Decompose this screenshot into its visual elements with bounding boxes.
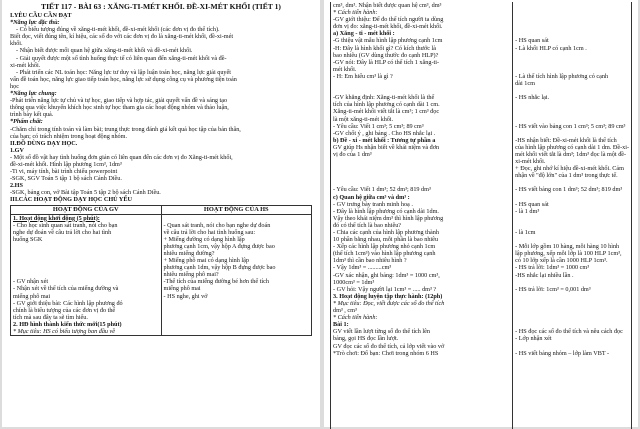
student-activity-line: - Lớp nhận xét xyxy=(515,335,552,343)
header-student-activities: HOẠT ĐỘNG CỦA HS xyxy=(161,206,312,214)
student-activity-line: - HS trả lời: 1dm³ = 1000 cm³ xyxy=(515,264,590,272)
teacher-activity-line xyxy=(333,80,510,87)
teacher-activities-column-continued xyxy=(331,2,513,429)
teacher-activity-line: bao nhiêu (GV dùng thước đo cạnh HLP)? xyxy=(333,51,439,59)
teacher-activity-line: - Xếp các hình lập phương nhỏ cạnh 1cm xyxy=(333,243,436,251)
teacher-activity-line: tích của hình lập phương có cạnh dài 1 cm. xyxy=(333,101,440,109)
student-activity-line: -Thể tích của miếng đường bé hơn thể tích xyxy=(163,278,269,286)
text-line: -Phát triển năng lực tự chủ và tự học, giao tiếp và hợp tác, giải quyết vấn đề và sáng tạo xyxy=(10,97,228,105)
teacher-activity-line: đó có thể tích là bao nhiêu? xyxy=(333,221,402,229)
student-activity-line: nhiêu miếng đường? xyxy=(163,250,215,257)
teacher-activity-line: cm³, dm³. Nhận biết được quan hệ cm³, dm³ xyxy=(333,2,442,9)
student-activity-line: + Miếng đường có dạng hình lập xyxy=(163,235,245,243)
teacher-activity-line: Xăng-ti-mét khối viết tắt là cm³; 1 cm³ đọc xyxy=(333,108,440,116)
teacher-activity-line: -GV khẳng định: Xăng-ti-mét khối là thể xyxy=(333,94,435,102)
student-activities-column xyxy=(161,215,312,336)
text-line: *Phẩm chất: xyxy=(10,118,43,126)
student-activity-line: - Là khối HLP có cạnh 1cm . xyxy=(515,44,587,52)
student-activity-line xyxy=(515,2,629,9)
teacher-activity-line: tích mà sau đây ta sẽ tìm hiểu. xyxy=(13,313,88,321)
student-activity-line: - HS nhắc lại. xyxy=(515,94,550,102)
activity-table xyxy=(10,215,312,337)
student-activity-line: + Đọc, ghi nhớ kí hiệu đề-xi-mét khối. Cảm xyxy=(515,165,624,173)
teacher-activity-line: -G thiệu vật mẫu hình lập phương cạnh 1cm xyxy=(333,37,443,45)
text-line: Biết đọc, viết đúng tên, kí hiệu, các số đo với các đơn vị đo là xăng-ti-mét khối, đề-xi-mét xyxy=(10,33,234,41)
teacher-activity-line: huống SGK xyxy=(13,235,43,243)
student-activity-line: - HS đọc các số đo thể tích và nêu cách đọc xyxy=(515,328,623,336)
text-line: thông qua việc khuyến khích học sinh tự học tham gia các hoạt động nhóm và thảo luận, xyxy=(10,104,229,112)
teacher-activity-line: Vậy theo khái niệm dm³ thì hình lập phương xyxy=(333,214,444,222)
teacher-activity-line: vị đo của 1 dm³ xyxy=(333,150,372,158)
teacher-activity-line: c) Quan hệ giữa cm³ và dm³ : xyxy=(333,193,410,201)
student-activity-line xyxy=(515,101,629,108)
lesson-title: TIẾT 117 - BÀI 63 : XĂNG-TI-MÉT KHỐI. ĐỀ-XI-MÉT KHỐI (TIẾT 1) xyxy=(41,2,281,11)
teacher-activity-line: 2. HĐ hình thành kiến thức mới(15 phút) xyxy=(13,320,122,328)
student-activity-line: - HS viết bảng con 1 dm³; 52 dm³; 819 dm³ xyxy=(515,186,623,194)
lesson-objectives xyxy=(10,12,312,204)
text-line: I.YÊU CẦU CẦN ĐẠT xyxy=(10,12,72,19)
student-activity-line: - HS trả lời: 1cm³ = 0,001 dm³ xyxy=(515,285,591,293)
student-activity-line xyxy=(164,215,310,222)
teacher-activity-line: -H: Đây là hình khối gì? Có kích thước là xyxy=(333,44,437,52)
header-teacher-activities: HOẠT ĐỘNG CỦA GV xyxy=(52,205,119,213)
activity-table-header xyxy=(10,205,312,215)
teacher-activity-line: đơn vị đo: xăng-ti-mét khối, đề-xi-mét khối. xyxy=(333,23,443,31)
student-activity-line xyxy=(515,314,629,321)
text-line: -Ti vi, máy tính, bài trình chiếu powerpoint xyxy=(10,168,118,176)
text-line: vấn đề toán học, năng lực giao tiếp toán học, năng lực sử dụng công cụ và phương tiện toán xyxy=(10,75,237,83)
student-activity-line: - HS quan sát xyxy=(515,37,549,45)
teacher-activity-line xyxy=(333,165,510,172)
student-activity-line: lập phương, xếp mỗi lớp là 100 HLP 1cm³, xyxy=(515,250,622,258)
text-line: xi-mét khối. xyxy=(10,61,41,69)
student-activity-line: - Mỗi lớp gồm 10 hàng, mỗi hàng 10 hình xyxy=(515,243,620,251)
teacher-activity-line xyxy=(13,271,159,278)
teacher-activity-line: - Yêu cầu: Viết 1 cm³; 5 cm³; 89 cm³ xyxy=(333,122,424,130)
teacher-activity-line: dm³ , cm³ xyxy=(333,307,357,315)
student-activity-line: xi-mét khối. xyxy=(515,158,546,166)
student-activity-line: miếng phô mai xyxy=(163,285,201,293)
teacher-activity-line: 3. Hoạt động luyện tập thực hành: (12ph) xyxy=(333,292,443,300)
student-activity-line: -HS nhắc lại nhiều lần . xyxy=(515,271,574,279)
student-activity-line xyxy=(515,66,629,73)
text-line: *Năng lực đặc thù: xyxy=(10,19,60,27)
teacher-activity-line xyxy=(333,172,510,179)
student-activity-line xyxy=(515,130,629,137)
student-activity-line: mét khối viết tắt là dm³; 1dm³ đọc là một đề- xyxy=(515,150,627,158)
teacher-activity-line xyxy=(13,264,159,271)
teacher-activity-line: * Mục tiêu: HS có biểu tượng ban đầu về xyxy=(13,328,116,336)
teacher-activity-line xyxy=(333,179,510,186)
text-line: học xyxy=(10,82,19,90)
student-activity-line: dài 1cm xyxy=(515,80,535,88)
document-page-left xyxy=(2,0,320,427)
student-activity-line: nhận về "độ lớn" của 1 dm³ trong thực tế. xyxy=(515,172,618,180)
teacher-activity-line: - Vậy 1dm³ = .........cm³ xyxy=(333,264,392,272)
student-activity-line xyxy=(515,194,629,201)
teacher-activity-line: chính là biểu tượng của các đơn vị đo thể xyxy=(13,306,116,314)
teacher-activity-line: miếng phô mai xyxy=(13,292,51,300)
text-line: - Một số đồ vật hay tình huống đơn giản có liên quan đến các đơn vị đo Xăng-ti-mét khối, xyxy=(10,153,233,161)
text-line: -SGK, bảng con, vở Bài tập Toán 5 tập 2 bộ sách Cánh Diều. xyxy=(10,189,161,197)
student-activity-line: phương cạnh 1cm, vậy hộp A đựng được bao xyxy=(163,242,275,250)
teacher-activity-line: - Cho học sinh quan sát tranh, nói cho bạn xyxy=(13,221,118,229)
student-activity-line xyxy=(515,9,629,16)
teacher-activity-line: -GV nói: Đây là HLP có thể tích 1 xăng-ti- xyxy=(333,58,440,66)
teacher-activity-line: 10 phần bằng nhau, mỗi phần là bao nhiêu xyxy=(333,236,438,244)
teacher-activity-line: - Đây là hình lập phương có cạnh dài 1dm. xyxy=(333,207,439,215)
student-activity-line xyxy=(515,87,629,94)
text-line: II.ĐỒ DÙNG DẠY HỌC. xyxy=(10,139,78,147)
student-activity-line: - Quan sát tranh, nói cho bạn nghe dự đoán xyxy=(163,221,271,229)
student-activity-line: - Là thể tích hình lập phương có cạnh xyxy=(515,72,609,80)
student-activity-line xyxy=(515,52,629,59)
teacher-activity-line: 1. Hoạt động khởi động (5 phút): xyxy=(13,214,100,222)
student-activity-line xyxy=(515,307,629,314)
teacher-activity-line: - Nhận xét về thể tích của miếng đường và xyxy=(13,285,119,293)
teacher-activity-line: - GV giới thiệu bài: Các hình lập phương đó xyxy=(13,299,123,307)
teacher-activity-line: bảng, gọi HS đọc lần lượt. xyxy=(333,335,399,343)
student-activities-column-continued xyxy=(513,2,631,429)
teacher-activity-line: là một xăng-ti-mét khối. xyxy=(333,115,394,123)
student-activity-line: -HS nhận biết: Đề-xi-mét khối là thể tích xyxy=(515,136,617,144)
text-line: *Năng lực chung: xyxy=(10,90,57,98)
text-line: III.CÁC HOẠT ĐỘNG DẠY HỌC CHỦ YẾU xyxy=(10,196,132,204)
student-activity-line: - HS viết bảng nhóm – lớp làm VBT - xyxy=(515,349,610,357)
teacher-activity-line: Bài 1: xyxy=(333,321,349,329)
text-line: trình bày kết quả. xyxy=(10,111,54,119)
teacher-activity-line: * Mục tiêu: Đọc, viết được các số đo thể tích xyxy=(333,299,445,307)
teacher-activity-line: GV giúp Hs nhận biết về khái niệm và đơn xyxy=(333,143,440,151)
teacher-activity-line xyxy=(13,257,159,264)
student-activity-line xyxy=(515,116,629,123)
text-line: - Nhận biết được mối quan hệ giữa xăng-ti-mét khối và đề-xi-mét khối. xyxy=(16,47,193,55)
teacher-activities-column xyxy=(11,215,161,336)
teacher-activity-line xyxy=(13,243,159,250)
student-activity-line xyxy=(515,30,629,37)
text-line: đề-xi-mét khối. Hình lập phương 1cm³, 1dm³ xyxy=(10,160,122,168)
student-activity-line: - HS viết vào bảng con 1 cm³; 5 cm³; 89 cm³ xyxy=(515,122,626,130)
teacher-activity-line: - GV nhận xét xyxy=(13,278,49,286)
teacher-activity-line: -GV giới thiệu: Để đo thể tích người ta dùng xyxy=(333,16,444,24)
student-activity-line xyxy=(515,23,629,30)
teacher-activity-line: GV viết lần lượt từng số đo thể tích lên xyxy=(333,328,430,336)
teacher-activity-line xyxy=(333,158,510,165)
student-activity-line: của hình lập phương có cạnh dài 1 dm. Đề-xi- xyxy=(515,143,629,151)
text-line: của bạn; có trách nhiệm trong hoạt động nhóm. xyxy=(10,132,128,140)
student-activity-line: - HS quan sát xyxy=(515,200,549,208)
student-activity-line xyxy=(515,279,629,286)
student-activity-line: - là 1cm xyxy=(515,229,536,236)
text-line: - Giải quyết được một số tình huống thực tế có liên quan đến xăng-ti-mét khối và đề- xyxy=(16,54,227,62)
student-activity-line xyxy=(515,222,629,229)
teacher-activity-line xyxy=(13,250,159,257)
student-activity-line: - là 1 dm³ xyxy=(515,207,540,215)
student-activity-line xyxy=(515,215,629,222)
student-activity-line xyxy=(515,179,629,186)
text-line: -Chăm chỉ trong tính toán và làm bài; trung thực trong đánh giá kết quả học tập của bản thân, xyxy=(10,125,241,133)
student-activity-line xyxy=(515,59,629,66)
student-activity-line xyxy=(515,108,629,115)
teacher-activity-line: nghe dự đoán về câu trả lời cho hai tình xyxy=(13,228,112,236)
teacher-activity-line: * Cách tiến hành: xyxy=(333,314,378,322)
student-activity-line xyxy=(515,293,629,300)
teacher-activity-line: (thể tích 1cm³) vào hình lập phương cạnh xyxy=(333,250,436,258)
text-line: - Phát triển các NL toán học: Năng lực tư duy và lập luận toán học, năng lực giải quyết xyxy=(16,68,231,76)
student-activity-line: phương cạnh 1dm, vậy hộp B đựng được bao xyxy=(163,264,276,272)
text-line: 1.GV xyxy=(10,146,24,154)
student-activity-line: về câu trả lời cho hai tình huống sau: xyxy=(163,228,256,236)
student-activity-line: + Miếng phô mai có dạng hình lập xyxy=(163,257,249,265)
text-line: -SGK, SGV Toán 5 tập 1 bộ sách Cánh Diều. xyxy=(10,175,122,183)
document-page-right xyxy=(324,0,638,427)
student-activity-line: - HS nghe, ghi vở xyxy=(163,292,208,300)
teacher-activity-line: - H: Em hiểu cm³ là gì ? xyxy=(333,72,393,80)
teacher-activity-line: b) Đề - xi - mét khối : Tương tự phần a xyxy=(333,136,436,144)
teacher-activity-line: *Trò chơi: Đố bạn: Chơi trong nhóm 6 HS xyxy=(333,349,439,357)
teacher-activity-line: * Cách tiến hành: xyxy=(333,9,378,17)
teacher-activity-line: -GV chốt ý , ghi bảng . Cho HS nhắc lại . xyxy=(333,129,436,137)
student-activity-line xyxy=(515,321,629,328)
student-activity-line: có 10 lớp xếp là cần 1000 HLP 1cm³. xyxy=(515,257,608,265)
text-line: - Có biểu tượng đúng về xăng-ti-mét khối, đề-xi-mét khối (các đơn vị đo thể tích). xyxy=(16,26,220,34)
teacher-activity-line: - GV hỏi: Vậy người lại 1cm³ = ..... dm³ ? xyxy=(333,285,437,293)
teacher-activity-line: 1dm³ thì cần bao nhiêu hình ? xyxy=(333,257,407,265)
teacher-activity-line: GV đọc các số đo thể tích, cả lớp viết vào vở xyxy=(333,342,445,350)
teacher-activity-line: - Yêu cầu: Viết 1 dm³; 52 dm³; 819 dm³ xyxy=(333,186,431,194)
teacher-activity-line: mét khối. xyxy=(333,65,357,73)
teacher-activity-line: a) Xăng - ti - mét khối : xyxy=(333,30,395,38)
student-activity-line xyxy=(515,16,629,23)
text-line: 2.HS xyxy=(10,182,23,190)
text-line: khối. xyxy=(10,40,23,48)
student-activity-line xyxy=(515,300,629,307)
teacher-activity-line: -GV xác nhận, ghi bảng: 1dm³ = 1000 cm³, xyxy=(333,271,440,279)
student-activity-line xyxy=(515,236,629,243)
activity-table-continued xyxy=(330,2,632,429)
teacher-activity-line: - GV trưng bày tranh minh hoạ . xyxy=(333,200,413,208)
student-activity-line xyxy=(515,343,629,350)
teacher-activity-line: - Chia các cạnh của hình lập phương thành xyxy=(333,229,439,236)
teacher-activity-line xyxy=(333,87,510,94)
teacher-activity-line: 1000cm³ = 1dm³ xyxy=(333,278,375,286)
student-activity-line: nhiêu miếng phô mai? xyxy=(163,271,219,279)
